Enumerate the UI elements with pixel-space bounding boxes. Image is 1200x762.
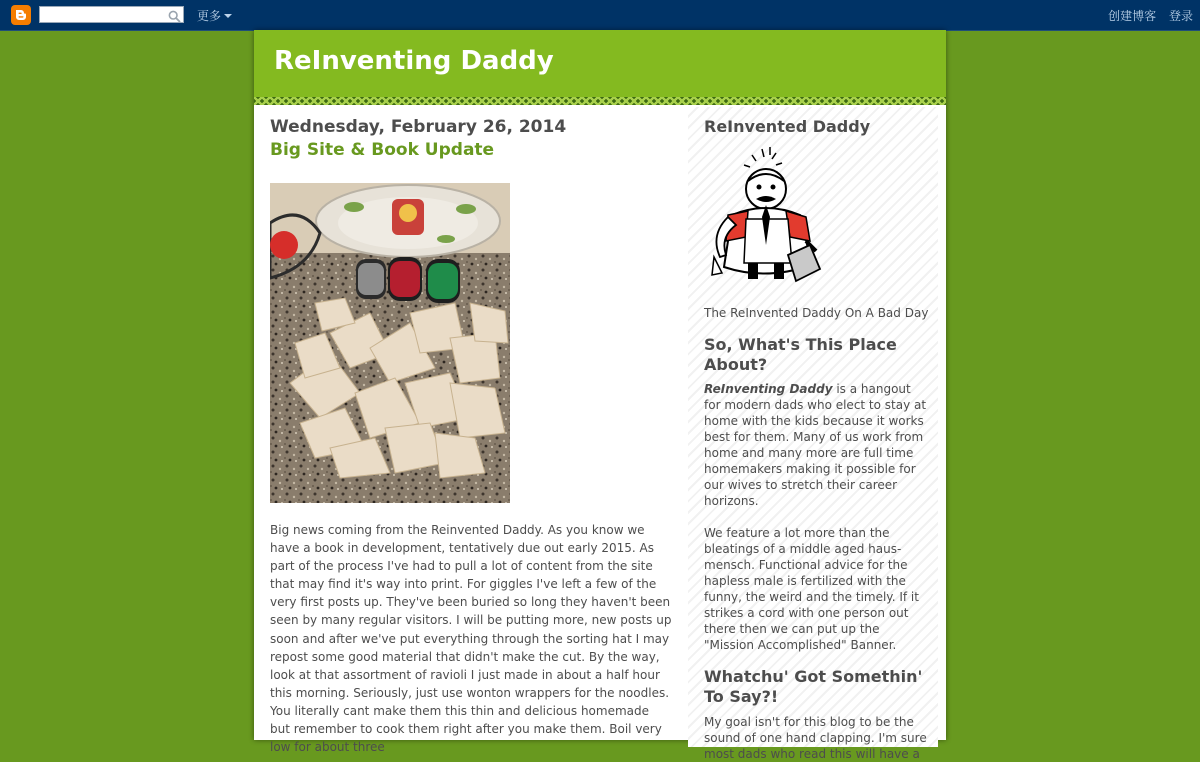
profile-caption: The ReInvented Daddy On A Bad Day bbox=[704, 306, 929, 320]
photo-plate-emblem-center bbox=[399, 204, 417, 222]
cartoon-eye bbox=[757, 185, 762, 190]
header-divider bbox=[254, 97, 946, 105]
blogger-logo-icon[interactable] bbox=[11, 5, 31, 25]
search-input[interactable] bbox=[40, 11, 166, 26]
blogger-navbar bbox=[0, 0, 1200, 31]
blog-outer-wrapper bbox=[254, 30, 946, 761]
post-date: Wednesday, February 26, 2014 bbox=[270, 117, 567, 137]
more-menu-label: 更多 bbox=[197, 9, 222, 23]
blog-title[interactable]: ReInventing Daddy bbox=[274, 46, 554, 76]
photo-plate-leaf bbox=[344, 202, 364, 212]
photo-plate-leaf bbox=[456, 204, 476, 214]
photo-jar-glitter bbox=[358, 263, 384, 295]
about-paragraph-1-text: is a hangout for modern dads who elect to stay at home with the kids because it works best for them. Many of us work from home and many more are full time homemakers making it possible for our wives to stretch their career horizons. bbox=[704, 382, 927, 508]
chevron-down-icon bbox=[224, 14, 232, 18]
say-widget-body: My goal isn't for this blog to be the sound of one hand clapping. I'm sure most dads who read this will have a bbox=[704, 715, 927, 761]
cartoon-stress-marks bbox=[744, 147, 782, 167]
cartoon-leg bbox=[774, 263, 784, 279]
cartoon-pointing-hand bbox=[712, 257, 722, 275]
create-blog-link[interactable]: 创建博客 bbox=[1108, 9, 1157, 23]
photo-apple bbox=[270, 231, 298, 259]
blog-header bbox=[254, 30, 946, 97]
about-widget-title: So, What's This Place About? bbox=[704, 335, 897, 374]
say-widget-title: Whatchu' Got Somethin' To Say?! bbox=[704, 667, 923, 706]
photo-jar-green bbox=[428, 263, 458, 299]
post-body: Big news coming from the Reinvented Daddy. As you know we have a book in development, tentatively due out early 2015. As part of the process I've had to pull a lot of content from the site that may find it's way into print. For giggles I've left a few of the very first posts up. They've been buried so long they haven't been seen by many regular visitors. I will be putting more, new posts up soon and after we've put everything through the sorting hat I may repost some good material that didn't make the cut. By the way, look at that assortment of ravioli I just made in about a half hour this morning. Seriously, just use wonton wrappers for the noodles. You literally cant make them this thin and delicious homemade but remember to cook them right after you make them. Boil very low for about three bbox=[270, 523, 672, 755]
photo-plate-leaf bbox=[437, 235, 455, 243]
profile-widget-title: ReInvented Daddy bbox=[704, 117, 871, 136]
sidebar bbox=[688, 107, 938, 761]
search-box[interactable] bbox=[39, 6, 184, 23]
sidebar-inner bbox=[704, 117, 930, 762]
search-icon[interactable] bbox=[168, 8, 181, 27]
about-paragraph-2: We feature a lot more than the bleatings of a middle aged haus-mensch. Functional advice for the hapless male is fertilized with the funny, the weird and the timely. If it strikes a cord with one person out there then we can put up the "Mission Accomplished" Banner. bbox=[704, 526, 919, 652]
cartoon-leg bbox=[748, 263, 758, 279]
post-title[interactable]: Big Site & Book Update bbox=[270, 140, 495, 160]
ravioli-photo[interactable] bbox=[270, 183, 510, 503]
about-paragraph-1 bbox=[704, 381, 930, 509]
navbar-right-links bbox=[1099, 7, 1193, 24]
about-widget-body bbox=[704, 381, 930, 653]
photo-jar-red bbox=[390, 261, 420, 297]
login-link[interactable]: 登录 bbox=[1168, 9, 1193, 23]
angry-chef-cartoon[interactable] bbox=[704, 145, 830, 291]
main-column bbox=[270, 117, 672, 755]
about-lead-text: ReInventing Daddy bbox=[704, 382, 833, 396]
cartoon-eye bbox=[771, 185, 776, 190]
more-menu[interactable] bbox=[197, 7, 232, 24]
